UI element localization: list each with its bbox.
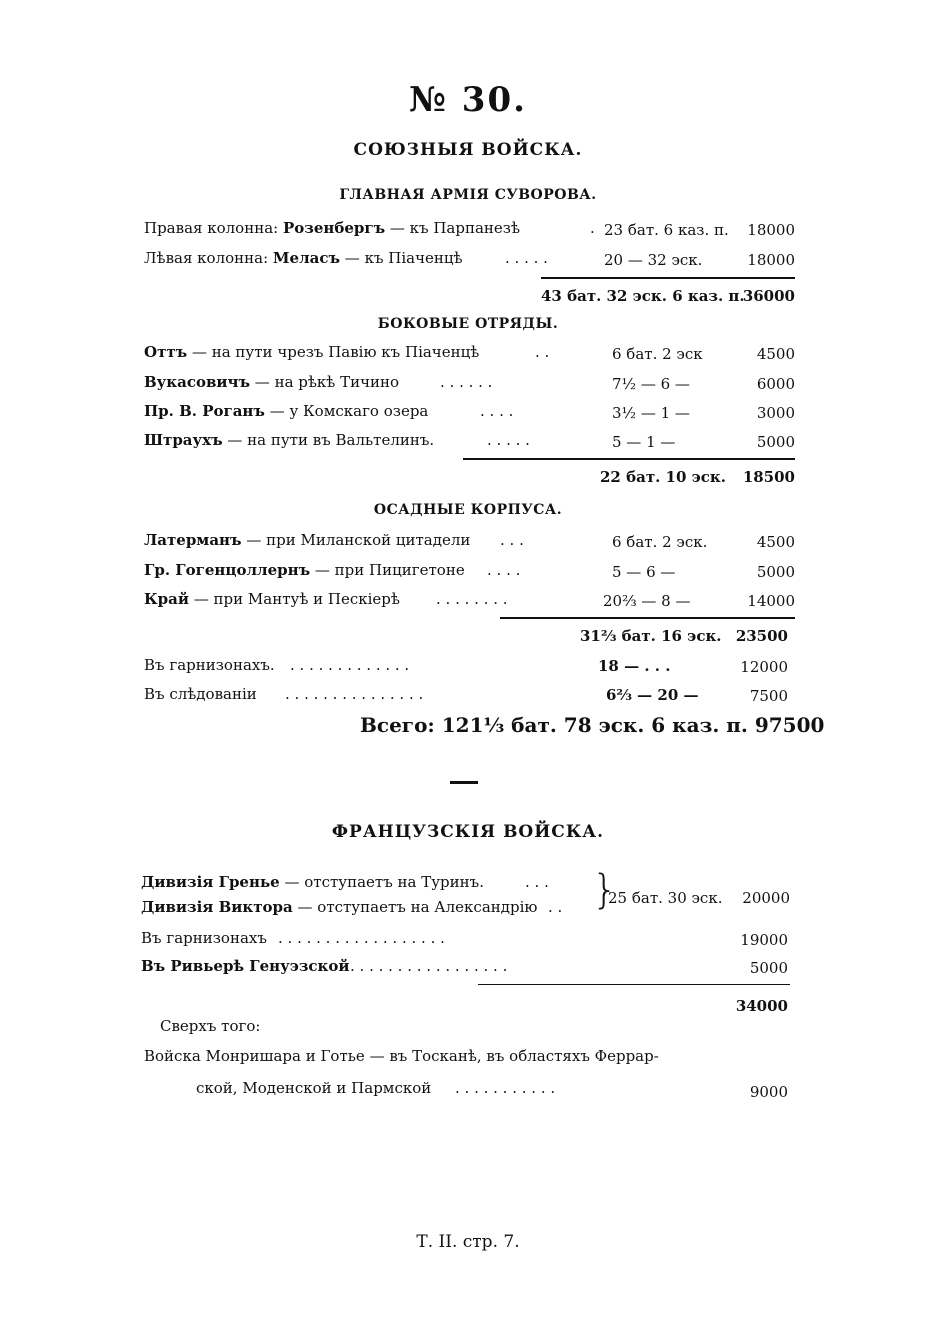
row-number: 5000 — [756, 563, 795, 581]
row-values: 6 бат. 2 эск — [612, 345, 703, 363]
row-dots: . . — [548, 898, 563, 916]
row-desc: — у Комскаго озера — [269, 402, 429, 420]
subtotal-rule — [463, 458, 795, 460]
row-desc: — при Мантуѣ и Пескіерѣ — [193, 590, 400, 608]
row-number: 5000 — [756, 433, 795, 451]
row-name: Розенбергъ — [282, 219, 386, 237]
row-dots: . . . . . . . . . . . . . . . — [285, 685, 424, 703]
row-values: 5 — 1 — — [612, 433, 676, 451]
row-number: 4500 — [756, 345, 795, 363]
row-number: 3000 — [756, 404, 795, 422]
row-name: Дивизія Гренье — [141, 873, 280, 891]
row-name: Оттъ — [144, 343, 188, 361]
row-number: 4500 — [756, 533, 795, 551]
riviera-label — [141, 957, 350, 975]
row-desc: — на пути чрезъ Павію къ Піаченцѣ — [191, 343, 480, 361]
row-dots: . . . . . . . . . . . — [455, 1079, 556, 1097]
french-division-row — [141, 873, 484, 891]
row-name: Гр. Гогенцоллернъ — [144, 561, 311, 579]
row-desc: — отступаетъ на Александрію — [297, 898, 538, 916]
row-name: Штраухъ — [144, 431, 223, 449]
row-values: 20⅔ — 8 — — [603, 592, 691, 610]
row-dots: . . . — [500, 531, 524, 549]
subtotal-values: 31⅔ бат. 16 эск. — [580, 627, 722, 645]
tuscany-line2: ской, Моденской и Пармской — [196, 1079, 432, 1097]
subtotal-number: 18500 — [742, 468, 795, 486]
row-number: 19000 — [740, 931, 788, 949]
row-dots: . . . . . . . . . . . . . — [290, 656, 410, 674]
row-name: Пр. В. Роганъ — [144, 402, 265, 420]
row-desc: — къ Піаченцѣ — [344, 249, 463, 267]
side-row — [144, 431, 434, 449]
row-dots: . . . . . . . . . . . . . . . . . . — [278, 929, 445, 947]
row-dots: . — [590, 219, 595, 237]
row-values: 18 — . . . — [598, 657, 671, 675]
row-name: Латерманъ — [144, 531, 242, 549]
row-number: 7500 — [749, 687, 788, 705]
row-name: Край — [144, 590, 189, 608]
subtotal-number: 36000 — [742, 287, 795, 305]
row-desc: — на пути въ Вальтелинъ. — [227, 431, 435, 449]
row-dots: . . . . . . . . . . . . . . . . . — [350, 957, 508, 975]
row-number: 18000 — [747, 251, 795, 269]
main-army-row-right — [144, 219, 520, 237]
row-values: 5 — 6 — — [612, 563, 676, 581]
divisions-values: 25 бат. 30 эск. — [608, 889, 723, 907]
french-sum: 34000 — [735, 997, 788, 1015]
divisions-number: 20000 — [742, 889, 790, 907]
section-separator — [450, 781, 478, 784]
subtotal-number: 23500 — [735, 627, 788, 645]
row-number: 6000 — [756, 375, 795, 393]
page-title: № 30. — [409, 80, 527, 120]
row-number: 12000 — [740, 658, 788, 676]
row-dots: . . . . . . — [440, 373, 493, 391]
row-number: 18000 — [747, 221, 795, 239]
side-row — [144, 373, 399, 391]
row-values: 7½ — 6 — — [612, 375, 690, 393]
main-army-row-left — [144, 249, 463, 267]
row-number: 9000 — [749, 1083, 788, 1101]
row-dots: . . — [535, 343, 550, 361]
row-dots: . . . . . . . . — [436, 590, 508, 608]
french-garrisons-label: Въ гарнизонахъ — [141, 929, 267, 947]
row-name: Вукасовичъ — [144, 373, 251, 391]
row-name: Меласъ — [272, 249, 341, 267]
row-label: Лѣвая колонна: — [144, 249, 269, 267]
main-army-heading: ГЛАВНАЯ АРМІЯ СУВОРОВА. — [339, 187, 597, 203]
side-row — [144, 402, 428, 420]
row-dots: . . . . . — [487, 431, 530, 449]
garrisons-label: Въ гарнизонахъ. — [144, 656, 275, 674]
row-values: 23 бат. 6 каз. п. — [604, 221, 729, 239]
row-label: Правая колонна: — [144, 219, 279, 237]
french-division-row — [141, 898, 537, 916]
row-desc: — при Пицигетоне — [314, 561, 465, 579]
side-heading: БОКОВЫЕ ОТРЯДЫ. — [377, 316, 559, 332]
row-number: 5000 — [749, 959, 788, 977]
row-name: Въ Ривьерѣ Генуэзской — [141, 957, 350, 975]
marching-label: Въ слѣдованіи — [144, 685, 257, 703]
row-desc: — при Миланской цитадели — [246, 531, 471, 549]
row-desc: — къ Парпанезѣ — [389, 219, 521, 237]
subtotal-values: 43 бат. 32 эск. 6 каз. п. — [541, 287, 745, 305]
besides-label: Сверхъ того: — [160, 1017, 261, 1035]
french-heading: ФРАНЦУЗСКІЯ ВОЙСКА. — [331, 822, 605, 842]
row-dots: . . . . — [480, 402, 514, 420]
row-dots: . . . . . — [505, 249, 548, 267]
page-footer: Т. II. стр. 7. — [416, 1232, 520, 1252]
row-values: 3½ — 1 — — [612, 404, 690, 422]
row-dots: . . . — [525, 873, 549, 891]
allied-total: Всего: 121⅓ бат. 78 эск. 6 каз. п. 97500 — [360, 713, 825, 737]
row-dots: . . . . — [487, 561, 521, 579]
siege-heading: ОСАДНЫЕ КОРПУСА. — [373, 502, 563, 518]
row-name: Дивизія Виктора — [141, 898, 293, 916]
row-values: 6⅔ — 20 — — [606, 686, 699, 704]
row-values: 6 бат. 2 эск. — [612, 533, 708, 551]
siege-row — [144, 531, 470, 549]
allied-heading: СОЮЗНЫЯ ВОЙСКА. — [353, 140, 583, 160]
subtotal-values: 22 бат. 10 эск. — [600, 468, 726, 486]
siege-row — [144, 590, 400, 608]
siege-row — [144, 561, 465, 579]
row-values: 20 — 32 эск. — [604, 251, 703, 269]
side-row — [144, 343, 479, 361]
row-desc: — на рѣкѣ Тичино — [254, 373, 400, 391]
tuscany-line1: Войска Монришара и Готье — въ Тосканѣ, въ областяхъ Феррар- — [144, 1047, 659, 1065]
subtotal-rule — [541, 277, 795, 279]
subtotal-rule — [500, 617, 795, 619]
row-desc: — отступаетъ на Туринъ. — [284, 873, 484, 891]
sum-rule — [478, 984, 790, 985]
row-number: 14000 — [747, 592, 795, 610]
brace-glyph: } — [592, 867, 618, 913]
